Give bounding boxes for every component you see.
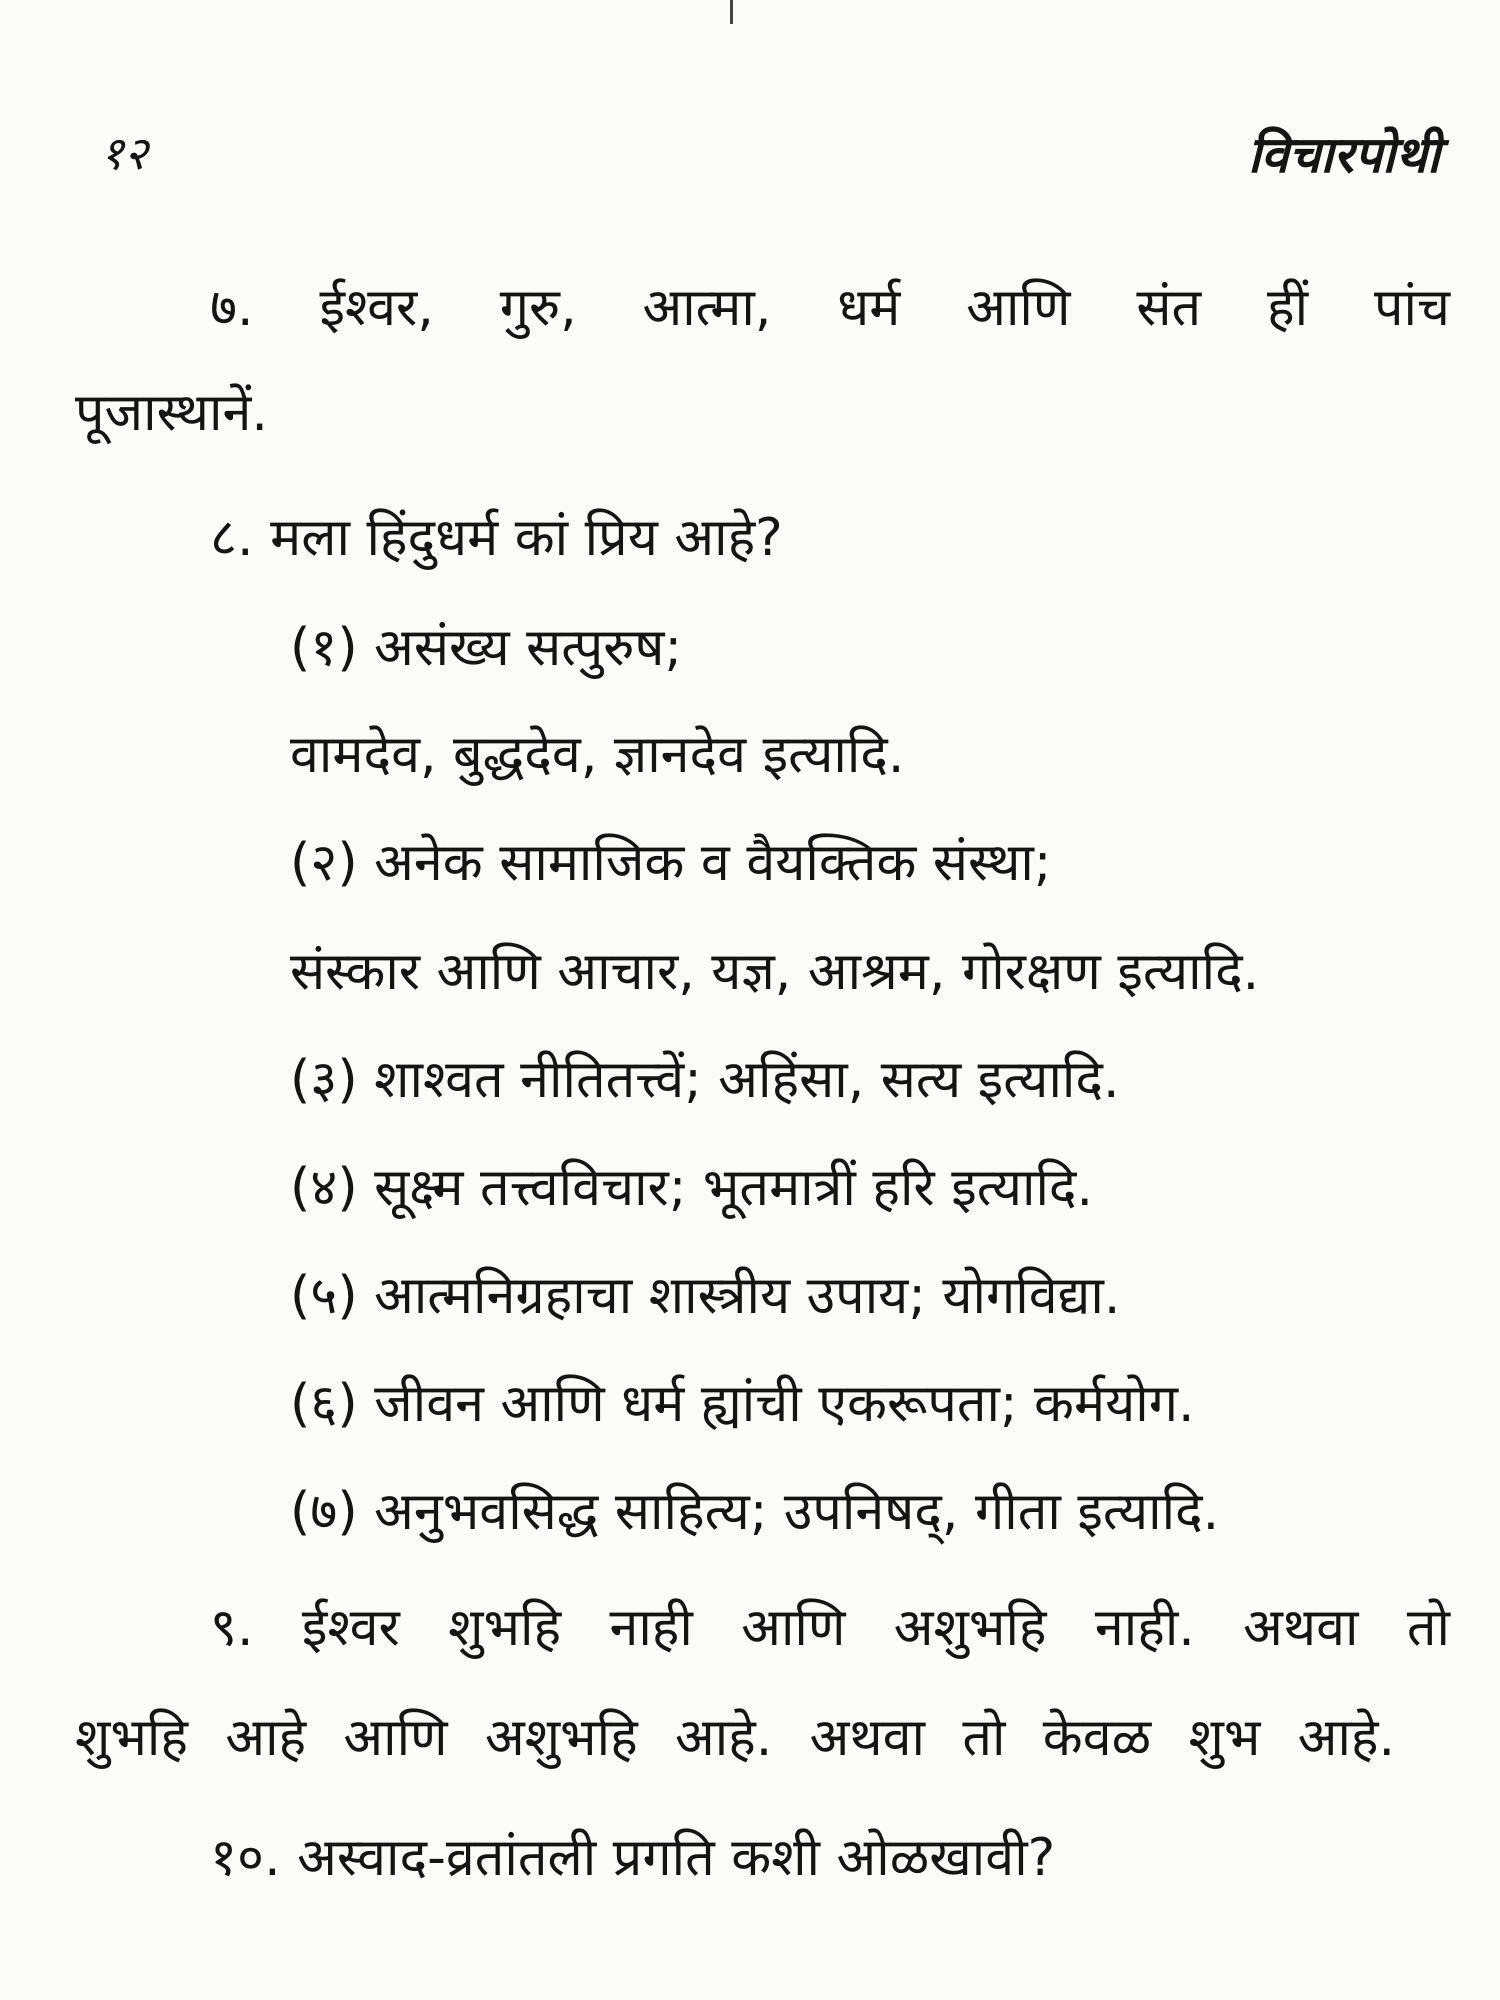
reason-3: (३) शाश्वत नीतितत्त्वें; अहिंसा, सत्य इत्यादि. bbox=[290, 1050, 1120, 1110]
reason-2-examples: संस्कार आणि आचार, यज्ञ, आश्रम, गोरक्षण इत्यादि. bbox=[290, 942, 1260, 1002]
reason-6: (६) जीवन आणि धर्म ह्यांची एकरूपता; कर्मयोग. bbox=[290, 1374, 1195, 1434]
item-9-line-1: ९. ईश्वर शुभहि नाही आणि अशुभहि नाही. अथवा तो bbox=[210, 1598, 1450, 1658]
reason-1-examples: वामदेव, बुद्धदेव, ज्ञानदेव इत्यादि. bbox=[290, 725, 905, 785]
item-7-line-1: ७. ईश्वर, गुरु, आत्मा, धर्म आणि संत हीं पांच bbox=[210, 278, 1450, 338]
page-number: १२ bbox=[100, 126, 148, 180]
reason-7: (७) अनुभवसिद्ध साहित्य; उपनिषद्, गीता इत्यादि. bbox=[290, 1482, 1220, 1542]
print-mark bbox=[730, 0, 733, 24]
item-10-question: १०. अस्वाद-व्रतांतली प्रगति कशी ओळखावी? bbox=[210, 1828, 1056, 1888]
item-9-line-2: शुभहि आहे आणि अशुभहि आहे. अथवा तो केवळ शुभ आहे. bbox=[75, 1708, 1395, 1768]
running-title: विचारपोथी bbox=[1247, 126, 1440, 184]
reason-1: (१) असंख्य सत्पुरुष; bbox=[290, 618, 682, 678]
item-8-question: ८. मला हिंदुधर्म कां प्रिय आहे? bbox=[210, 508, 783, 568]
reason-4: (४) सूक्ष्म तत्त्वविचार; भूतमात्रीं हरि इत्यादि. bbox=[290, 1158, 1094, 1218]
item-7-line-2: पूजास्थानें. bbox=[75, 383, 268, 443]
reason-2: (२) अनेक सामाजिक व वैयक्तिक संस्था; bbox=[290, 833, 1052, 893]
reason-5: (५) आत्मनिग्रहाचा शास्त्रीय उपाय; योगविद्या. bbox=[290, 1266, 1121, 1326]
